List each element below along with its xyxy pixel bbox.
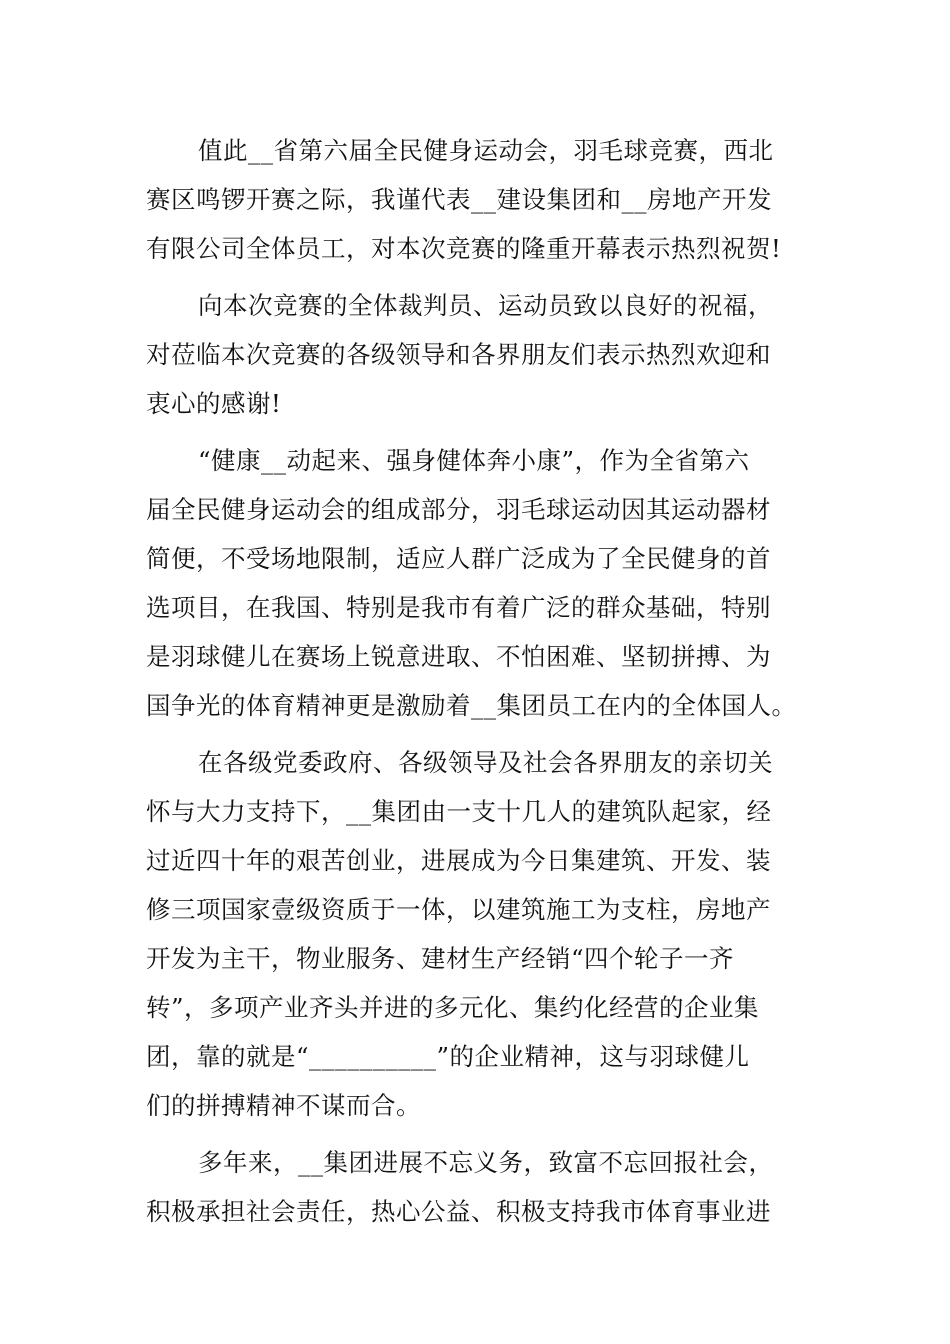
text-line: 届全民健身运动会的组成部分，羽毛球运动因其运动器材 [146, 495, 771, 524]
text-line: 多年来，__集团进展不忘义务，致富不忘回报社会， [198, 1148, 774, 1177]
text-line: “健康__动起来、强身健体奔小康”，作为全省第六 [198, 446, 750, 475]
text-line: 怀与大力支持下，__集团由一支十几人的建筑队起家，经 [146, 797, 772, 826]
text-line: 有限公司全体员工，对本次竞赛的隆重开幕表示热烈祝贺! [146, 234, 782, 263]
text-line: 在各级党委政府、各级领导及社会各界朋友的亲切关 [198, 748, 773, 777]
text-line: 是羽球健儿在赛场上锐意进取、不怕困难、坚韧拼搏、为 [146, 642, 771, 671]
text-line: 选项目，在我国、特别是我市有着广泛的群众基础，特别 [146, 593, 771, 622]
paragraph-3 [146, 436, 810, 730]
text-line: 简便，不受场地限制，适应人群广泛成为了全民健身的首 [146, 544, 771, 573]
paragraph-2 [146, 281, 810, 428]
text-line: 开发为主干，物业服务、建材生产经销“四个轮子一齐 [146, 944, 735, 973]
paragraph-1 [146, 126, 810, 273]
text-line: 衷心的感谢! [146, 389, 282, 418]
text-line: 赛区鸣锣开赛之际，我谨代表__建设集团和__房地产开发 [146, 185, 772, 214]
text-line: 值此__省第六届全民健身运动会，羽毛球竞赛，西北 [198, 136, 774, 165]
paragraph-4 [146, 738, 810, 1130]
text-line: 转”，多项产业齐头并进的多元化、集约化经营的企业集 [146, 993, 760, 1022]
paragraph-5 [146, 1138, 810, 1236]
text-line: 团，靠的就是“__________”的企业精神，这与羽球健儿 [146, 1042, 750, 1071]
text-line: 国争光的体育精神更是激励着__集团员工在内的全体国人。 [146, 691, 797, 720]
document-body [146, 126, 810, 1244]
text-line: 对莅临本次竞赛的各级领导和各界朋友们表示热烈欢迎和 [146, 340, 771, 369]
text-line: 们的拼搏精神不谋而合。 [146, 1091, 421, 1120]
text-line: 向本次竞赛的全体裁判员、运动员致以良好的祝福， [198, 291, 773, 320]
text-line: 积极承担社会责任，热心公益、积极支持我市体育事业进 [146, 1197, 771, 1226]
text-line: 过近四十年的艰苦创业，进展成为今日集建筑、开发、装 [146, 846, 771, 875]
text-line: 修三项国家壹级资质于一体，以建筑施工为支柱，房地产 [146, 895, 771, 924]
